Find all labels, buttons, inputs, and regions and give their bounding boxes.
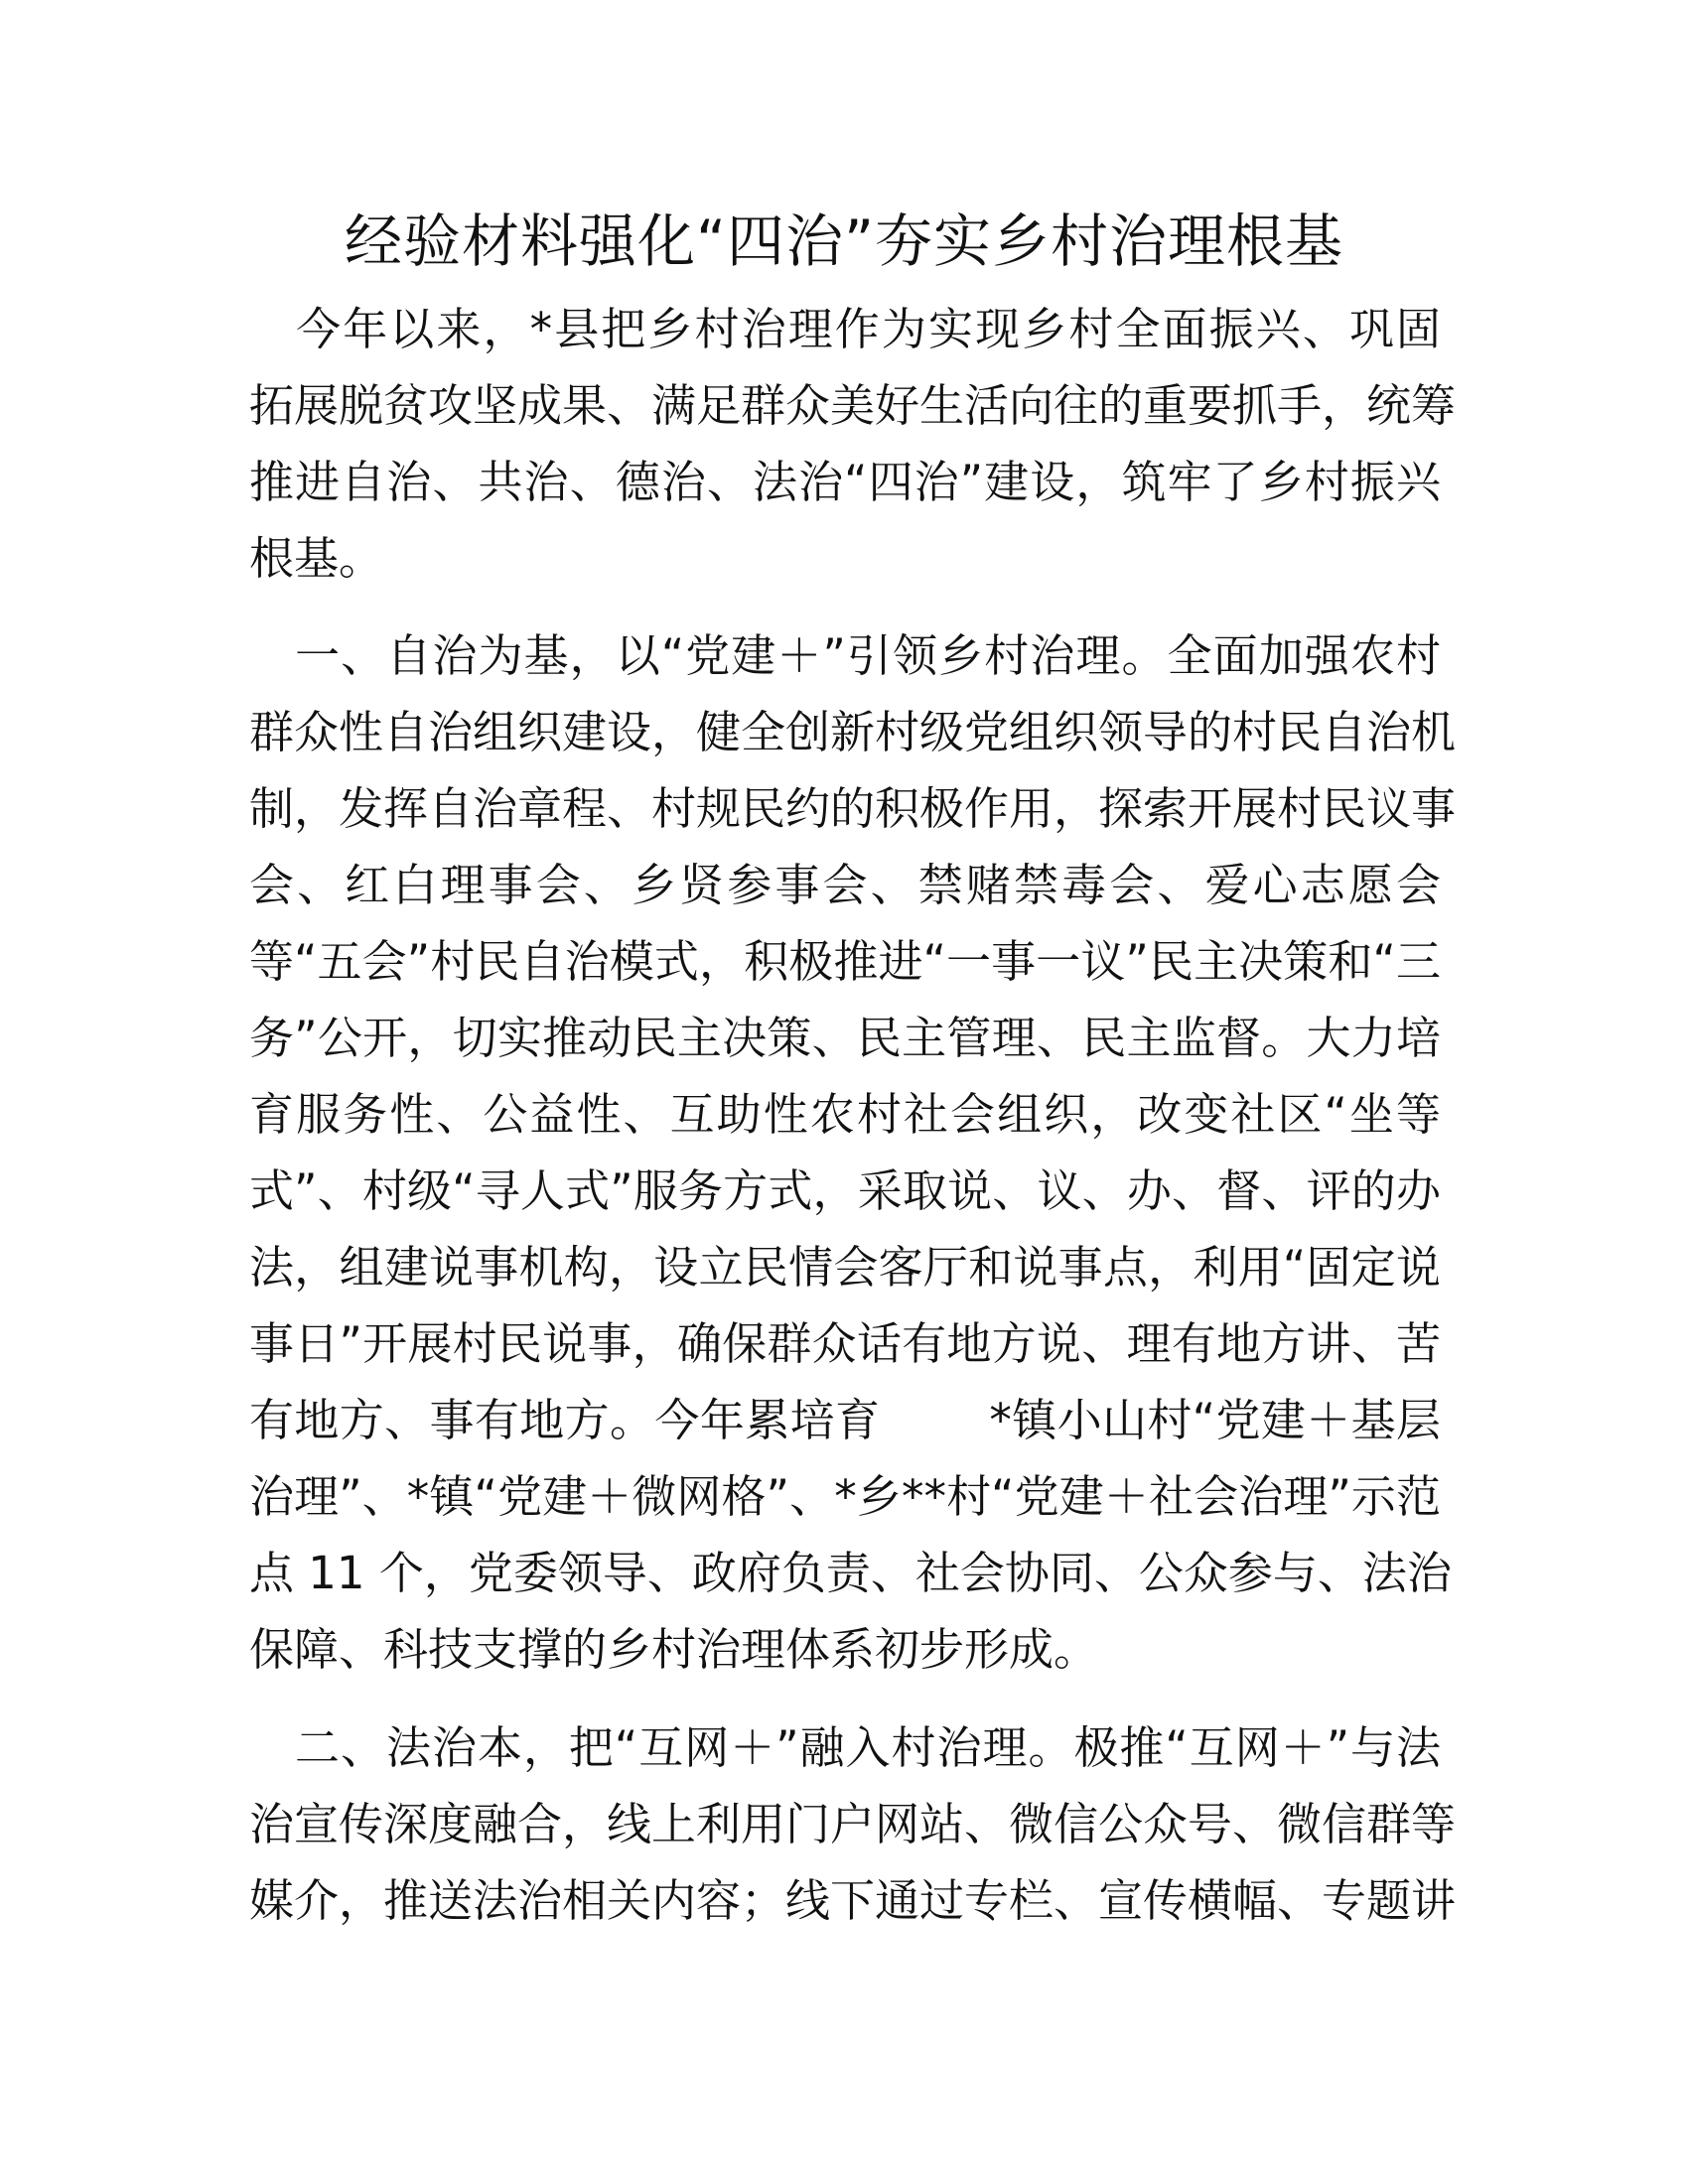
- paragraph-3-line-1: 二、法治本，把“互网＋”融入村治理。极推“互网＋”与法: [249, 1721, 1441, 1774]
- paragraph-3-line-2: 治宣传深度融合，线上利用门户网站、微信公众号、微信群等: [249, 1798, 1457, 1850]
- paragraph-2-line-5: 等“五会”村民自治模式，积极推进“一事一议”民主决策和“三: [249, 935, 1441, 988]
- paragraph-2-line-13: 点 11 个，党委领导、政府负责、社会协同、公众参与、法治: [249, 1547, 1452, 1599]
- paragraph-2-line-3: 制，发挥自治章程、村规民约的积极作用，探索开展村民议事: [249, 782, 1457, 835]
- paragraph-1-line-4: 根基。: [249, 532, 384, 585]
- paragraph-2-line-1: 一、自治为基，以“党建＋”引领乡村治理。全面加强农村: [249, 629, 1441, 682]
- document-title: 经验材料强化“四治”夯实乡村治理根基: [344, 207, 1344, 275]
- paragraph-2-line-6: 务”公开，切实推动民主决策、民主管理、民主监督。大力培: [249, 1012, 1441, 1064]
- paragraph-1-line-3: 推进自治、共治、德治、法治“四治”建设，筑牢了乡村振兴: [249, 456, 1441, 508]
- paragraph-2-line-12: 治理”、*镇“党建＋微网格”、*乡**村“党建＋社会治理”示范: [249, 1470, 1441, 1523]
- paragraph-2-line-11: [249, 1385, 1441, 1456]
- paragraph-2-line-9: 法，组建说事机构，设立民情会客厅和说事点，利用“固定说: [249, 1241, 1441, 1294]
- paragraph-2-line-10: 事日”开展村民说事，确保群众话有地方说、理有地方讲、苦: [249, 1317, 1441, 1370]
- paragraph-1-line-2: 拓展脱贫攻坚成果、满足群众美好生活向往的重要抓手，统筹: [249, 379, 1457, 432]
- paragraph-2-line-11-tail: *镇小山村“党建＋基层: [989, 1394, 1441, 1446]
- paragraph-2-line-7: 育服务性、公益性、互助性农村社会组织，改变社区“坐等: [249, 1088, 1441, 1141]
- paragraph-2-line-14: 保障、科技支撑的乡村治理体系初步形成。: [249, 1623, 1099, 1676]
- paragraph-1-line-1: 今年以来，*县把乡村治理作为实现乡村全面振兴、巩固: [249, 303, 1441, 355]
- paragraph-2-line-4: 会、红白理事会、乡贤参事会、禁赌禁毒会、爱心志愿会: [249, 859, 1441, 911]
- paragraph-3-line-3: 媒介，推送法治相关内容；线下通过专栏、宣传横幅、专题讲: [249, 1874, 1457, 1927]
- paragraph-2-line-2: 群众性自治组织建设，健全创新村级党组织领导的村民自治机: [249, 706, 1457, 758]
- paragraph-2-line-8: 式”、村级“寻人式”服务方式，采取说、议、办、督、评的办: [249, 1164, 1441, 1217]
- paragraph-2-line-11-head: 有地方、事有地方。今年累培育: [249, 1394, 881, 1446]
